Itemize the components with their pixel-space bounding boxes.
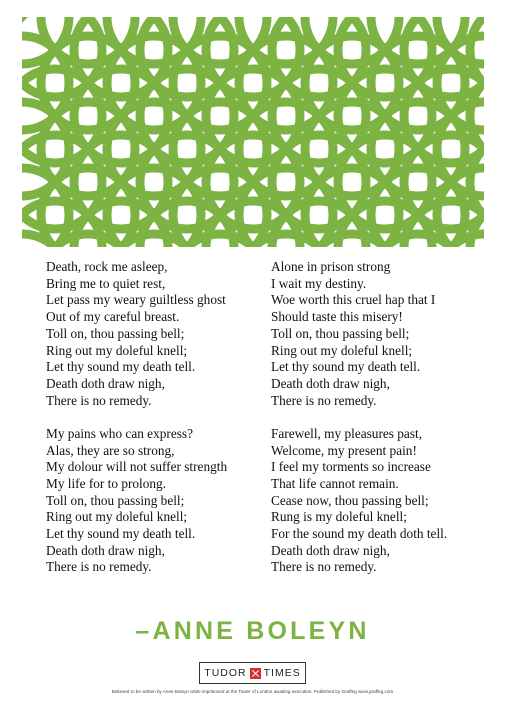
poem-line: Toll on, thou passing bell;: [271, 325, 410, 341]
poem-line: Out of my careful breast.: [46, 309, 180, 325]
poem-line: That life cannot remain.: [271, 475, 399, 491]
poem-line: Welcome, my present pain!: [271, 442, 417, 458]
poem-line: Woe worth this cruel hap that I: [271, 292, 436, 308]
poem-line: Alone in prison strong: [271, 259, 391, 274]
poem-line: My dolour will not suffer strength: [46, 459, 228, 475]
footnote: Believed to be written by Anne Boleyn while imprisoned at the Tower of London awaiting execution. Published by Graffeg www.graffeg.com: [111, 689, 394, 694]
poem-line: Let thy sound my death tell.: [271, 359, 421, 375]
poem-line: Let thy sound my death tell.: [46, 359, 196, 375]
poem-line: Death doth draw nigh,: [46, 375, 165, 391]
poem-line: Ring out my doleful knell;: [271, 342, 413, 358]
poem-line: Let pass my weary guiltless ghost: [46, 292, 226, 308]
poem-line: My life for to prolong.: [46, 475, 167, 491]
poem-line: Toll on, thou passing bell;: [46, 325, 185, 341]
pattern-ring: [74, 201, 168, 247]
logo-text-left: TUDOR: [204, 667, 247, 679]
poem-line: Toll on, thou passing bell;: [46, 492, 185, 508]
pattern-ring: [338, 201, 432, 247]
tudor-times-logo: [199, 662, 306, 684]
poem-line: Death doth draw nigh,: [271, 542, 390, 558]
poem-line: Death doth draw nigh,: [46, 542, 165, 558]
poem-right-column: [271, 259, 486, 593]
poem-stanza: [271, 259, 486, 409]
tudor-rose-icon: [250, 668, 261, 679]
poem-line: Should taste this misery!: [271, 309, 403, 325]
poem-line: There is no remedy.: [46, 559, 152, 575]
poem-line: Farewell, my pleasures past,: [271, 425, 423, 441]
poem-line: There is no remedy.: [271, 559, 377, 575]
poem-line: My pains who can express?: [46, 425, 193, 441]
interlocking-circles-pattern: [22, 17, 484, 247]
poem-line: Ring out my doleful knell;: [46, 342, 188, 358]
poem-stanza: [46, 426, 261, 576]
poem-line: I wait my destiny.: [271, 275, 367, 291]
poem-line: Cease now, thou passing bell;: [271, 492, 429, 508]
poem-stanza: [271, 426, 486, 576]
author-name: –ANNE BOLEYN: [135, 617, 370, 645]
poem-line: Alas, they are so strong,: [46, 442, 175, 458]
poem-line: Let thy sound my death tell.: [46, 526, 196, 542]
poem-line: For the sound my death doth tell.: [271, 526, 448, 542]
logo-text-right: TIMES: [263, 667, 301, 679]
poem-line: There is no remedy.: [46, 392, 152, 408]
poem-line: There is no remedy.: [271, 392, 377, 408]
pattern-ring: [140, 201, 234, 247]
poem-line: Rung is my doleful knell;: [271, 509, 407, 525]
poem-line: Death, rock me asleep,: [46, 259, 168, 274]
poem-line: Death doth draw nigh,: [271, 375, 390, 391]
poem-left-column: [46, 259, 261, 593]
poem-stanza: [46, 259, 261, 409]
poem-line: Bring me to quiet rest,: [46, 275, 166, 291]
poem-line: I feel my torments so increase: [271, 459, 431, 475]
pattern-ring: [206, 201, 300, 247]
pattern-ring: [272, 201, 366, 247]
poem-line: Ring out my doleful knell;: [46, 509, 188, 525]
